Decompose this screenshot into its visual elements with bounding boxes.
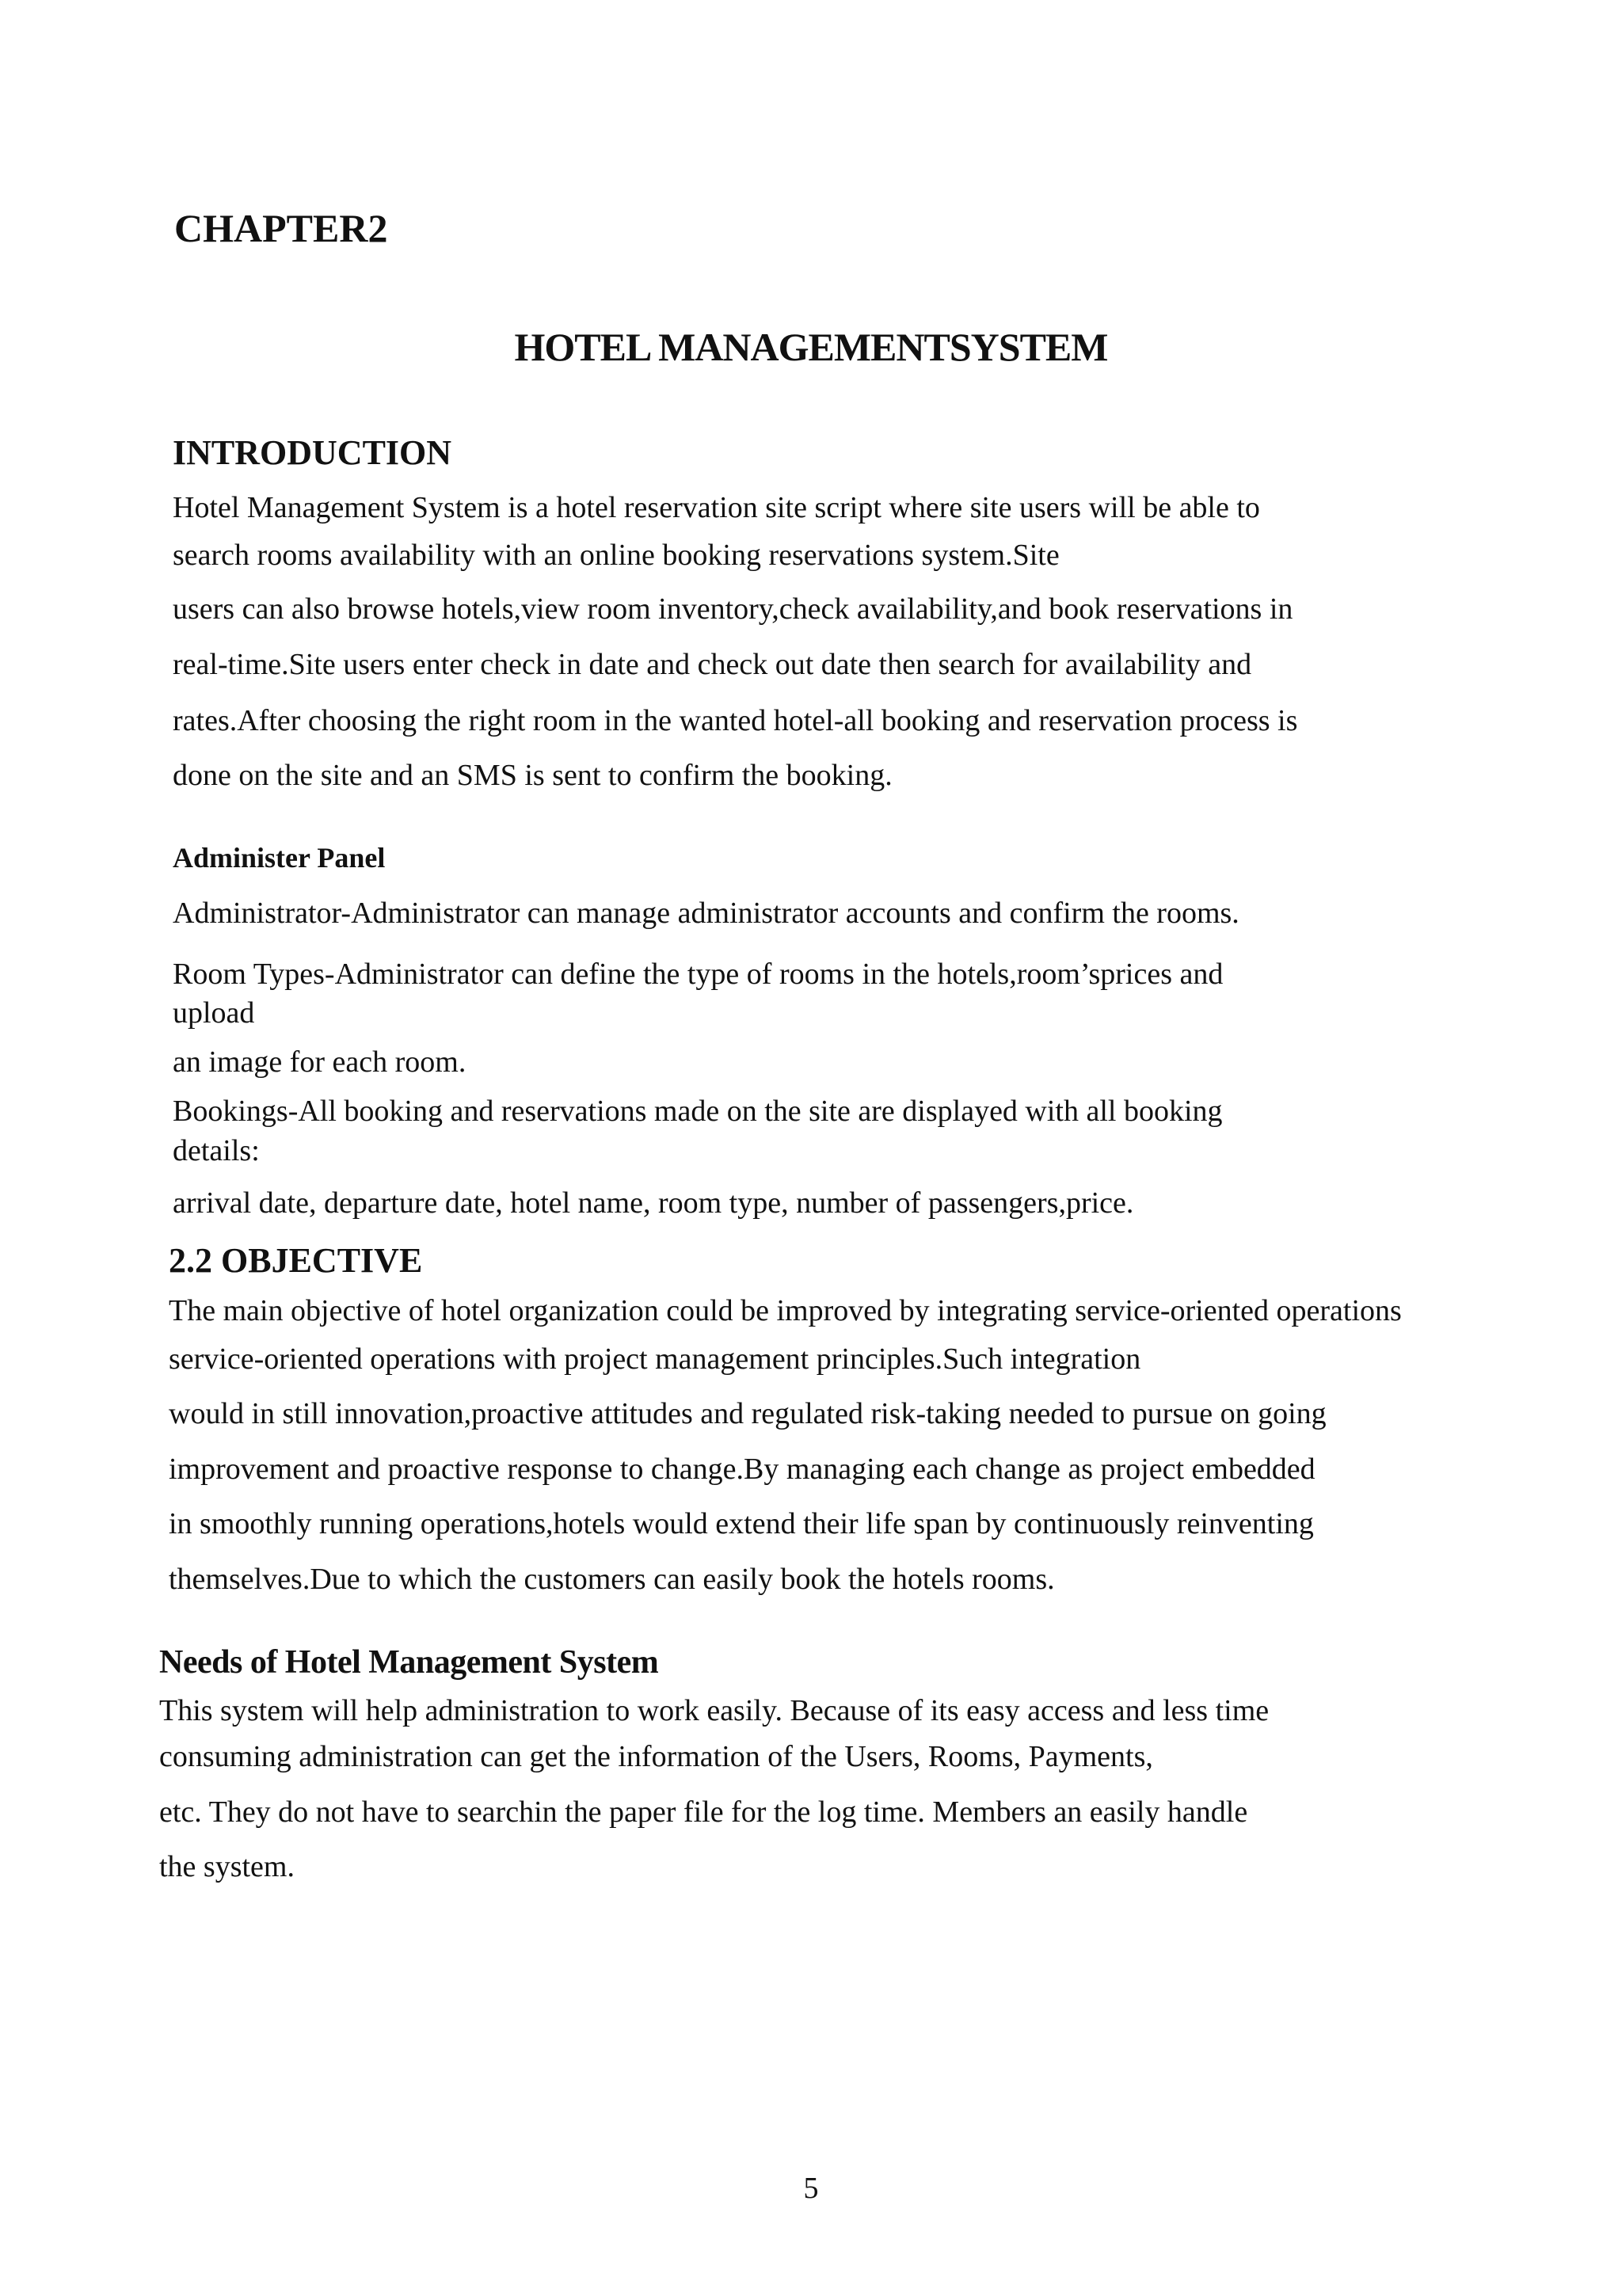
objective-line: service-oriented operations with project management principles.Such integration	[169, 1342, 1141, 1376]
objective-line: improvement and proactive response to change.By managing each change as project embedded	[169, 1453, 1315, 1486]
chapter-label: CHAPTER2	[174, 206, 388, 250]
needs-heading: Needs of Hotel Management System	[159, 1644, 659, 1681]
objective-line: in smoothly running operations,hotels would extend their life span by continuously reinventing	[169, 1507, 1314, 1540]
needs-line: consuming administration can get the information of the Users, Rooms, Payments,	[159, 1740, 1153, 1773]
introduction-line: Hotel Management System is a hotel reservation site script where site users will be able to	[173, 491, 1260, 524]
objective-line: themselves.Due to which the customers can easily book the hotels rooms.	[169, 1563, 1055, 1596]
objective-heading: 2.2 OBJECTIVE	[169, 1241, 423, 1280]
needs-line: the system.	[159, 1850, 295, 1883]
introduction-heading: INTRODUCTION	[173, 433, 452, 472]
admin-panel-line: Room Types-Administrator can define the type of rooms in the hotels,room’sprices and	[173, 958, 1224, 991]
admin-panel-line: arrival date, departure date, hotel name, room type, number of passengers,price.	[173, 1186, 1134, 1220]
admin-panel-line: upload	[173, 996, 255, 1030]
page-title: HOTEL MANAGEMENTSYSTEM	[514, 325, 1108, 369]
admin-panel-line: Administrator-Administrator can manage administrator accounts and confirm the rooms.	[173, 897, 1239, 930]
introduction-line: rates.After choosing the right room in the wanted hotel-all booking and reservation process is	[173, 704, 1298, 737]
page-number: 5	[803, 2172, 819, 2205]
admin-panel-heading: Administer Panel	[173, 842, 386, 874]
needs-line: etc. They do not have to searchin the paper file for the log time. Members an easily handle	[159, 1795, 1248, 1829]
admin-panel-line: details:	[173, 1134, 260, 1167]
introduction-line: search rooms availability with an online booking reservations system.Site	[173, 539, 1060, 572]
introduction-line: real-time.Site users enter check in date and check out date then search for availability and	[173, 648, 1252, 681]
objective-line: The main objective of hotel organization could be improved by integrating service-oriented operations	[169, 1294, 1402, 1327]
needs-line: This system will help administration to work easily. Because of its easy access and less time	[159, 1694, 1270, 1727]
introduction-line: done on the site and an SMS is sent to confirm the booking.	[173, 759, 893, 792]
admin-panel-line: an image for each room.	[173, 1045, 466, 1079]
introduction-line: users can also browse hotels,view room inventory,check availability,and book reservations in	[173, 592, 1293, 626]
admin-panel-line: Bookings-All booking and reservations made on the site are displayed with all booking	[173, 1095, 1223, 1128]
objective-line: would in still innovation,proactive attitudes and regulated risk-taking needed to pursue on going	[169, 1397, 1327, 1430]
